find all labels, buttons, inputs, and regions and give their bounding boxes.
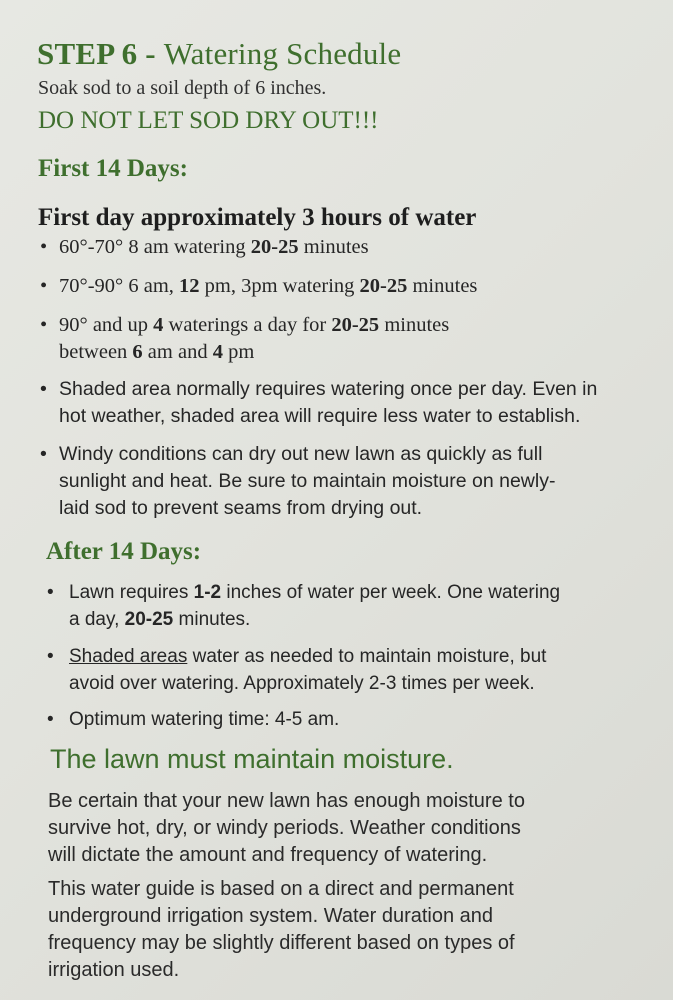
bullet-dot: •: [47, 709, 54, 730]
bullet-dot: •: [47, 582, 54, 603]
bullet-text-line-2: avoid over watering. Approximately 2-3 times per week.: [69, 673, 535, 694]
paragraph-line: underground irrigation system. Water duration and: [48, 905, 494, 927]
bullet-text: Optimum watering time: 4-5 am.: [69, 709, 340, 730]
warning-text: DO NOT LET SOD DRY OUT!!!: [38, 107, 379, 134]
bullet-text-line-2: a day, 20-25 minutes.: [69, 609, 251, 630]
bullet-text-line-1: Lawn requires 1-2 inches of water per week. One watering: [69, 582, 561, 603]
step-title-text: Watering Schedule: [163, 36, 402, 71]
bullet-dot: •: [40, 275, 48, 297]
bullet-dot: •: [40, 236, 48, 258]
bullet-text-line-2: between 6 am and 4 pm: [59, 341, 255, 363]
soak-subtitle: Soak sod to a soil depth of 6 inches.: [38, 77, 327, 99]
bullet-dot: •: [40, 378, 47, 400]
bullet-text-line-2: hot weather, shaded area will require less water to establish.: [59, 405, 581, 427]
after-14-days-heading: After 14 Days:: [46, 538, 202, 565]
bullet-dot: •: [40, 443, 47, 465]
bullet-text-line-1: Shaded area normally requires watering once per day. Even in: [59, 378, 598, 400]
bullet-dot: •: [47, 646, 54, 667]
step-title: [37, 36, 401, 72]
moisture-heading: The lawn must maintain moisture.: [50, 744, 454, 774]
bullet-text-line-3: laid sod to prevent seams from drying out.: [59, 497, 423, 519]
bullet-text-line-2: sunlight and heat. Be sure to maintain moisture on newly-: [59, 470, 556, 492]
paragraph-line: survive hot, dry, or windy periods. Weather conditions: [48, 817, 521, 839]
paragraph-line: irrigation used.: [48, 959, 180, 981]
first-14-days-heading: First 14 Days:: [38, 155, 188, 182]
paragraph-line: frequency may be slightly different based on types of: [48, 932, 515, 954]
step-label: STEP 6 -: [37, 36, 164, 71]
bullet-text-line-1: Shaded areas water as needed to maintain moisture, but: [69, 646, 547, 667]
paragraph-line: This water guide is based on a direct and permanent: [48, 878, 514, 900]
moisture-paragraph-1: [48, 788, 525, 869]
bullet-text: 70°-90° 6 am, 12 pm, 3pm watering 20-25 minutes: [59, 275, 478, 297]
paragraph-line: will dictate the amount and frequency of watering.: [48, 844, 488, 866]
shaded-areas-underlined: Shaded areas: [69, 646, 188, 667]
bullet-text: 60°-70° 8 am watering 20-25 minutes: [59, 236, 369, 258]
bullet-text-line-1: Windy conditions can dry out new lawn as quickly as full: [59, 443, 543, 465]
moisture-paragraph-2: [48, 876, 515, 984]
first-day-line: First day approximately 3 hours of water: [38, 204, 477, 231]
paragraph-line: Be certain that your new lawn has enough moisture to: [48, 790, 525, 812]
bullet-text-line-1: 90° and up 4 waterings a day for 20-25 minutes: [59, 314, 450, 336]
bullet-dot: •: [40, 314, 48, 336]
